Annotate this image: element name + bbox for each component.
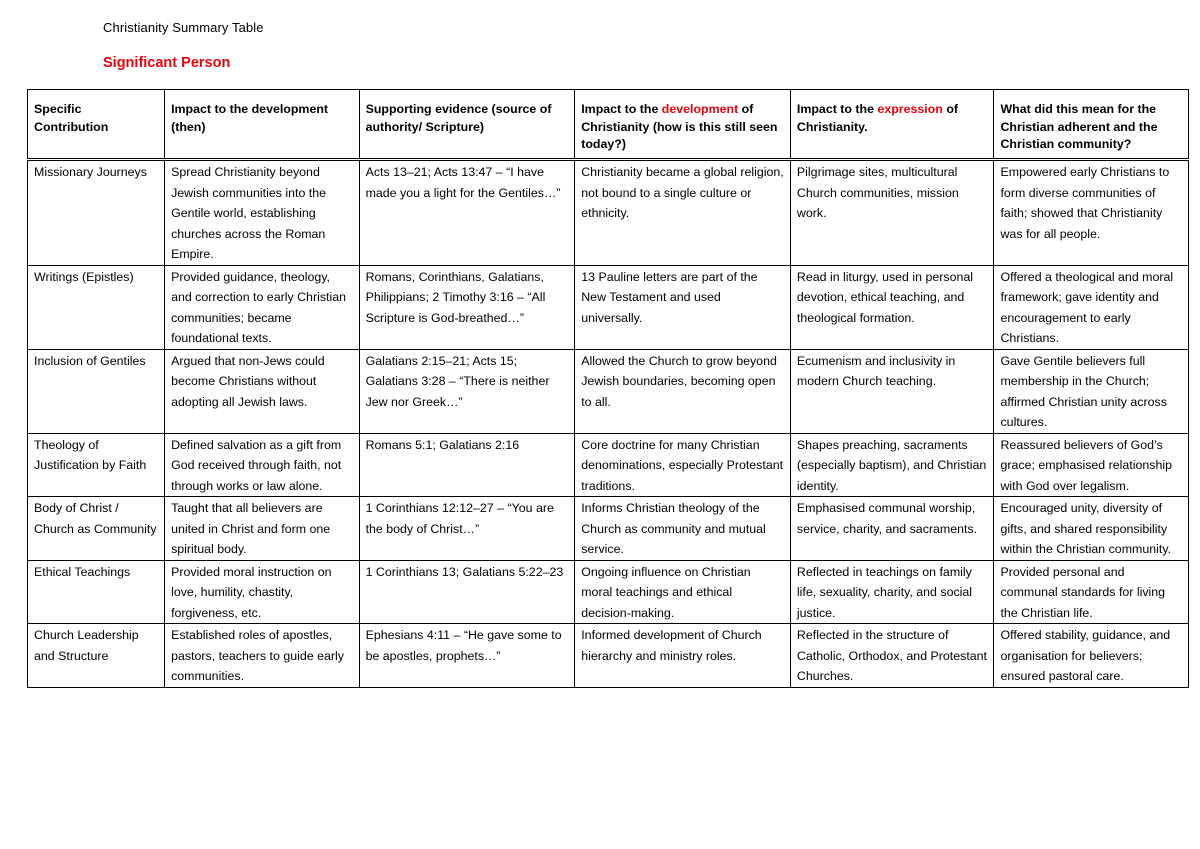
- header-impact-development: [575, 90, 791, 160]
- header-impact-expression: [790, 90, 994, 160]
- header-impact-then: Impact to the development (then): [165, 90, 360, 160]
- table-header: [28, 90, 1189, 160]
- cell-development-today: Ongoing influence on Christian moral teachings and ethical decision-making.: [575, 560, 791, 624]
- cell-evidence: Romans, Corinthians, Galatians, Philippians; 2 Timothy 3:16 – “All Scripture is God-breathed…”: [359, 265, 575, 349]
- cell-expression: Emphasised communal worship, service, charity, and sacraments.: [790, 497, 994, 561]
- cell-contribution: Theology of Justification by Faith: [28, 433, 165, 497]
- cell-meaning: Offered stability, guidance, and organisation for believers; ensured pastoral care.: [994, 624, 1189, 688]
- cell-evidence: Acts 13–21; Acts 13:47 – “I have made you a light for the Gentiles…”: [359, 160, 575, 266]
- cell-meaning: Offered a theological and moral framework; gave identity and encouragement to early Christians.: [994, 265, 1189, 349]
- cell-development-today: Informs Christian theology of the Church as community and mutual service.: [575, 497, 791, 561]
- cell-expression: Shapes preaching, sacraments (especially baptism), and Christian identity.: [790, 433, 994, 497]
- header-development-highlight: development: [661, 102, 739, 116]
- cell-contribution: Inclusion of Gentiles: [28, 349, 165, 433]
- table-row: [28, 624, 1189, 688]
- cell-contribution: Missionary Journeys: [28, 160, 165, 266]
- table-body: [28, 160, 1189, 688]
- cell-expression: Pilgrimage sites, multicultural Church communities, mission work.: [790, 160, 994, 266]
- header-row: [28, 90, 1189, 160]
- cell-meaning: Reassured believers of God’s grace; emphasised relationship with God over legalism.: [994, 433, 1189, 497]
- cell-meaning: Provided personal and communal standards for living the Christian life.: [994, 560, 1189, 624]
- cell-development-today: Informed development of Church hierarchy and ministry roles.: [575, 624, 791, 688]
- document-header: Christianity Summary Table: [103, 20, 264, 35]
- header-specific-contribution: Specific Contribution: [28, 90, 165, 160]
- section-title: Significant Person: [103, 55, 231, 71]
- cell-evidence: Galatians 2:15–21; Acts 15; Galatians 3:28 – “There is neither Jew nor Greek…”: [359, 349, 575, 433]
- header-impact-expression-pre: Impact to the: [796, 102, 878, 116]
- table-row: [28, 265, 1189, 349]
- cell-impact-then: Argued that non-Jews could become Christians without adopting all Jewish laws.: [165, 349, 360, 433]
- cell-impact-then: Taught that all believers are united in Christ and form one spiritual body.: [165, 497, 360, 561]
- cell-development-today: Christianity became a global religion, not bound to a single culture or ethnicity.: [575, 160, 791, 266]
- cell-contribution: Writings (Epistles): [28, 265, 165, 349]
- header-supporting-evidence: Supporting evidence (source of authority/ Scripture): [359, 90, 575, 160]
- cell-meaning: Gave Gentile believers full membership in the Church; affirmed Christian unity across cultures.: [994, 349, 1189, 433]
- cell-development-today: Core doctrine for many Christian denominations, especially Protestant traditions.: [575, 433, 791, 497]
- cell-contribution: Church Leadership and Structure: [28, 624, 165, 688]
- header-impact-expression-post: of Christianity.: [796, 102, 959, 134]
- header-impact-development-pre: Impact to the: [581, 102, 662, 116]
- cell-meaning: Encouraged unity, diversity of gifts, and shared responsibility within the Christian community.: [994, 497, 1189, 561]
- table-row: [28, 160, 1189, 266]
- cell-evidence: 1 Corinthians 12:12–27 – “You are the body of Christ…”: [359, 497, 575, 561]
- cell-expression: Reflected in the structure of Catholic, Orthodox, and Protestant Churches.: [790, 624, 994, 688]
- cell-contribution: Body of Christ / Church as Community: [28, 497, 165, 561]
- cell-impact-then: Spread Christianity beyond Jewish communities into the Gentile world, establishing churches across the Roman Empire.: [165, 160, 360, 266]
- cell-development-today: 13 Pauline letters are part of the New Testament and used universally.: [575, 265, 791, 349]
- summary-table: [27, 89, 1189, 688]
- cell-development-today: Allowed the Church to grow beyond Jewish boundaries, becoming open to all.: [575, 349, 791, 433]
- header-expression-highlight: expression: [877, 102, 943, 116]
- table-row: [28, 349, 1189, 433]
- cell-contribution: Ethical Teachings: [28, 560, 165, 624]
- cell-expression: Read in liturgy, used in personal devotion, ethical teaching, and theological formation.: [790, 265, 994, 349]
- table-row: [28, 497, 1189, 561]
- header-meaning-for-adherent: What did this mean for the Christian adherent and the Christian community?: [994, 90, 1189, 160]
- cell-impact-then: Provided guidance, theology, and correction to early Christian communities; became foundational texts.: [165, 265, 360, 349]
- cell-evidence: Romans 5:1; Galatians 2:16: [359, 433, 575, 497]
- table-row: [28, 560, 1189, 624]
- cell-expression: Ecumenism and inclusivity in modern Church teaching.: [790, 349, 994, 433]
- cell-evidence: Ephesians 4:11 – “He gave some to be apostles, prophets…”: [359, 624, 575, 688]
- cell-expression: Reflected in teachings on family life, sexuality, charity, and social justice.: [790, 560, 994, 624]
- cell-evidence: 1 Corinthians 13; Galatians 5:22–23: [359, 560, 575, 624]
- cell-impact-then: Provided moral instruction on love, humility, chastity, forgiveness, etc.: [165, 560, 360, 624]
- header-impact-development-post: of Christianity (how is this still seen today?): [581, 102, 778, 151]
- cell-meaning: Empowered early Christians to form diverse communities of faith; showed that Christianity was for all people.: [994, 160, 1189, 266]
- cell-impact-then: Established roles of apostles, pastors, teachers to guide early communities.: [165, 624, 360, 688]
- cell-impact-then: Defined salvation as a gift from God received through faith, not through works or law alone.: [165, 433, 360, 497]
- table-row: [28, 433, 1189, 497]
